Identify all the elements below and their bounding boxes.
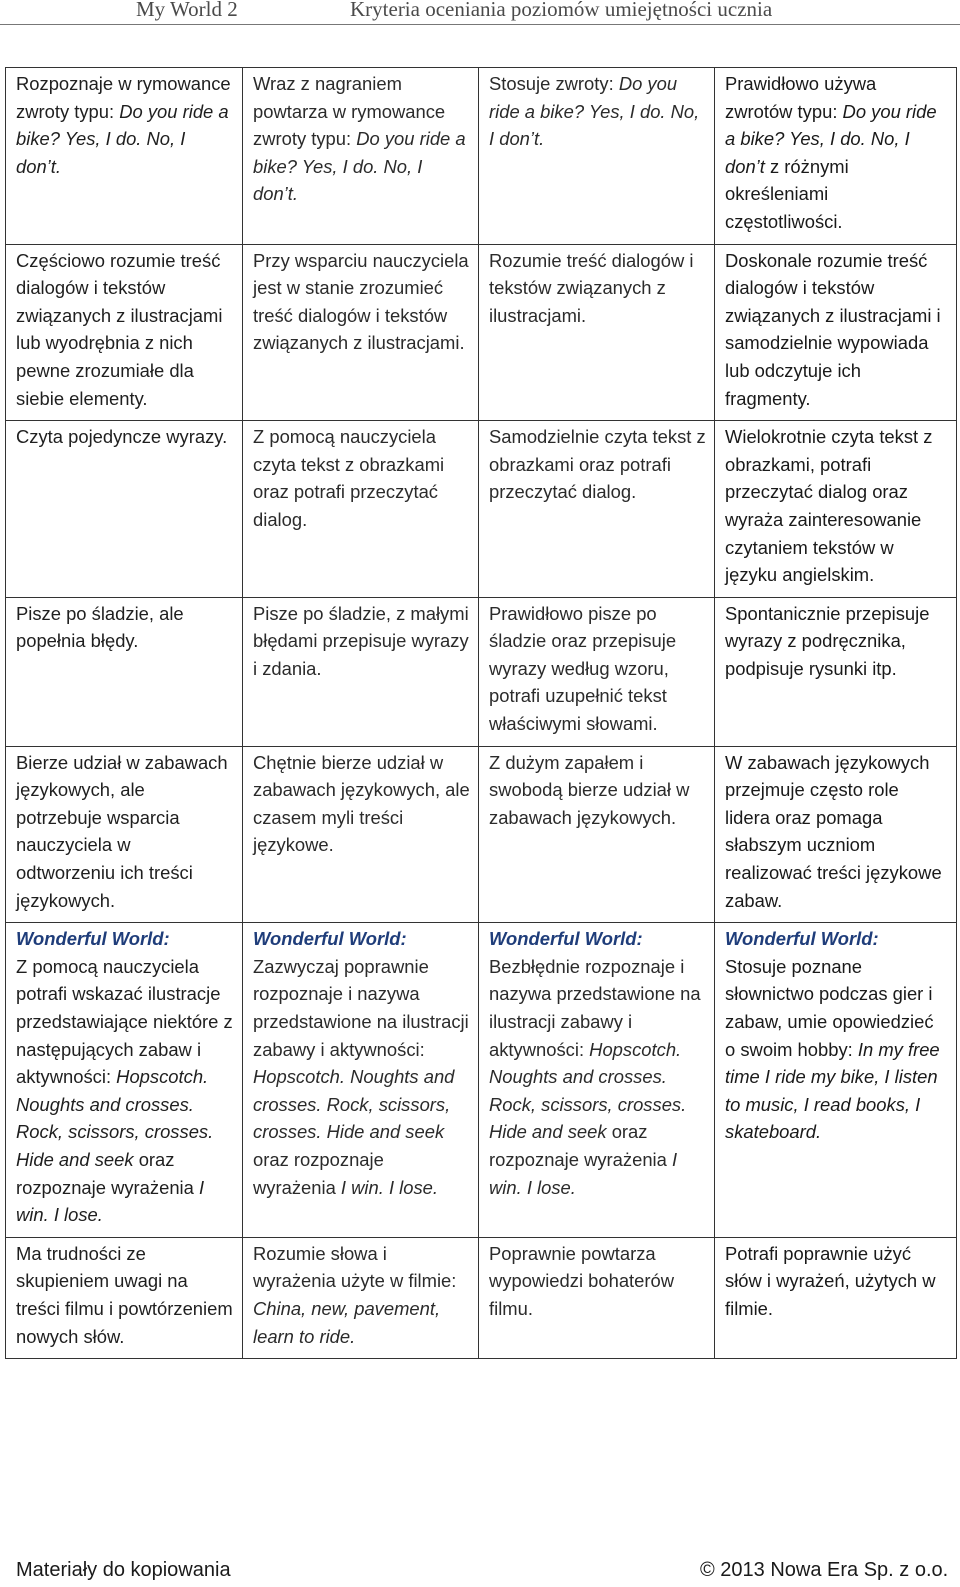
- criteria-cell: [6, 1237, 243, 1358]
- criteria-text-segment: Stosuje poznane słownictwo podczas gier i zabaw, umie opowiedzieć o swoim hobby:: [725, 955, 934, 1060]
- criteria-text: [253, 925, 470, 1201]
- criteria-text: [253, 1240, 470, 1350]
- criteria-text-segment: Prawidłowo używa zwrotów typu:: [725, 73, 877, 122]
- criteria-text-segment: Spontanicznie przepisuje wyrazy z podręcznika, podpisuje rysunki itp.: [725, 602, 930, 679]
- criteria-text: [253, 247, 470, 357]
- criteria-text-segment: Rozumie słowa i wyrażenia użyte w filmie:: [253, 1242, 457, 1292]
- criteria-cell: [243, 68, 479, 245]
- criteria-text-segment: Z pomocą nauczyciela czyta tekst z obrazkami oraz potrafi przeczytać dialog.: [253, 426, 445, 530]
- criteria-text-segment: Przy wsparciu nauczyciela jest w stanie zrozumieć treść dialogów i tekstów związanych z ilustracjami.: [253, 249, 469, 354]
- criteria-text: [16, 925, 234, 1229]
- header-divider: [0, 24, 960, 25]
- criteria-cell: [6, 923, 243, 1238]
- criteria-text-segment: Wraz z nagraniem powtarza w rymowance zwroty typu:: [253, 73, 446, 150]
- criteria-cell: [715, 746, 957, 923]
- criteria-cell: [479, 597, 715, 746]
- criteria-row-wonderful-world: [6, 923, 957, 1238]
- criteria-text-segment: Stosuje zwroty:: [489, 73, 619, 94]
- criteria-text-segment: Doskonale rozumie treść dialogów i tekstów związanych z ilustracjami i samodzielnie wypowiada lub odczytuje ich fragmenty.: [725, 249, 941, 409]
- criteria-text-segment: Rozumie treść dialogów i tekstów związanych z ilustracjami.: [489, 249, 694, 326]
- criteria-cell: [479, 746, 715, 923]
- criteria-cell: [715, 244, 957, 421]
- criteria-row-language-games: [6, 746, 957, 923]
- criteria-text-segment: Czyta pojedyncze wyrazy.: [16, 426, 228, 448]
- criteria-cell: [6, 68, 243, 245]
- criteria-cell: [6, 597, 243, 746]
- criteria-cell: [243, 421, 479, 598]
- page-header: [0, 0, 960, 26]
- criteria-cell: [715, 597, 957, 746]
- criteria-text: [16, 1240, 234, 1350]
- criteria-text: [253, 749, 470, 859]
- criteria-text: [725, 1240, 948, 1323]
- criteria-text-segment: Samodzielnie czyta tekst z obrazkami oraz potrafi przeczytać dialog.: [489, 426, 706, 503]
- criteria-text-segment: Pisze po śladzie, z małymi błędami przepisuje wyrazy i zdania.: [253, 602, 469, 679]
- criteria-cell: [715, 1237, 957, 1358]
- criteria-text: [489, 70, 706, 153]
- header-document-title: Kryteria oceniania poziomów umiejętności ucznia: [350, 0, 773, 21]
- criteria-text-segment: Poprawnie powtarza wypowiedzi bohaterów filmu.: [489, 1242, 675, 1319]
- criteria-text-segment: Rozpoznaje w rymowance zwroty typu:: [16, 73, 231, 122]
- criteria-text: [489, 600, 706, 738]
- criteria-cell: [6, 244, 243, 421]
- english-phrase: I win. I lose.: [489, 1148, 678, 1198]
- criteria-cell: [243, 923, 479, 1238]
- criteria-cell: [479, 244, 715, 421]
- criteria-text: [489, 1240, 706, 1323]
- criteria-text: [725, 600, 948, 683]
- english-phrase: Do you ride a bike? Yes, I do. No, I don’t.: [16, 100, 229, 177]
- criteria-text-segment: Bezbłędnie rozpoznaje i nazywa przedstawione na ilustracji zabawy i aktywności:: [489, 955, 701, 1060]
- criteria-text-segment: Z dużym zapałem i swobodą bierze udział w zabawach językowych.: [489, 751, 690, 828]
- criteria-text-segment: Zazwyczaj poprawnie rozpoznaje i nazywa przedstawione na ilustracji zabawy i aktywności:: [253, 955, 469, 1060]
- criteria-cell: [479, 68, 715, 245]
- criteria-cell: [715, 421, 957, 598]
- criteria-table: [5, 67, 957, 1359]
- criteria-text-segment: W zabawach językowych przejmuje często role lidera oraz pomaga słabszym uczniom realizować treści językowe zabaw.: [725, 751, 942, 911]
- criteria-cell: [6, 421, 243, 598]
- english-phrase: Hopscotch. Noughts and crosses. Rock, scissors, crosses. Hide and seek: [253, 1066, 455, 1143]
- section-label: Wonderful World:: [253, 928, 407, 950]
- criteria-text: [253, 423, 470, 533]
- criteria-row-rhyme-phrases: [6, 68, 957, 245]
- criteria-text: [725, 925, 948, 1146]
- criteria-text-segment: Potrafi poprawnie użyć słów i wyrażeń, użytych w filmie.: [725, 1242, 936, 1319]
- section-label: Wonderful World:: [16, 928, 170, 950]
- english-phrase: Do you ride a bike? Yes, I do. No, I don’t.: [489, 73, 700, 150]
- criteria-row-writing: [6, 597, 957, 746]
- criteria-text: [16, 247, 234, 413]
- criteria-cell: [243, 1237, 479, 1358]
- criteria-text-segment: Ma trudności ze skupieniem uwagi na treści filmu i powtórzeniem nowych słów.: [16, 1242, 233, 1347]
- criteria-text: [725, 70, 948, 236]
- criteria-text: [489, 423, 706, 506]
- criteria-cell: [243, 244, 479, 421]
- criteria-text-segment: z różnymi określeniami częstotliwości.: [725, 155, 849, 232]
- criteria-row-reading: [6, 421, 957, 598]
- criteria-text: [253, 70, 470, 208]
- english-phrase: Do you ride a bike? Yes, I do. No, I don’t.: [253, 128, 466, 205]
- section-label: Wonderful World:: [489, 928, 643, 950]
- criteria-text: [253, 600, 470, 683]
- criteria-row-understanding: [6, 244, 957, 421]
- criteria-text: [16, 70, 234, 180]
- english-phrase: Hopscotch. Noughts and crosses. Rock, scissors, crosses. Hide and seek: [489, 1038, 687, 1143]
- criteria-cell: [243, 597, 479, 746]
- criteria-text: [16, 423, 234, 451]
- header-series-title: My World 2: [136, 0, 238, 21]
- criteria-text: [489, 247, 706, 330]
- criteria-text-segment: oraz rozpoznaje wyrażenia: [16, 1148, 199, 1198]
- criteria-cell: [715, 68, 957, 245]
- criteria-text: [725, 423, 948, 589]
- criteria-text: [725, 247, 948, 413]
- criteria-text: [489, 749, 706, 832]
- criteria-text: [489, 925, 706, 1201]
- english-phrase: Do you ride a bike? Yes, I do. No, I don’t: [725, 100, 937, 177]
- english-phrase: China, new, pavement, learn to ride.: [253, 1297, 441, 1347]
- criteria-table-body: [6, 68, 957, 1359]
- criteria-text-segment: Wielokrotnie czyta tekst z obrazkami, potrafi przeczytać dialog oraz wyraża zainteresowanie czytaniem tekstów w języku angielskim.: [725, 426, 933, 586]
- criteria-text: [725, 749, 948, 915]
- criteria-cell: [6, 746, 243, 923]
- criteria-text-segment: Z pomocą nauczyciela potrafi wskazać ilustracje przedstawiające niektóre z następujących zabaw i aktywności:: [16, 955, 233, 1088]
- criteria-cell: [479, 1237, 715, 1358]
- criteria-text: [16, 600, 234, 655]
- english-phrase: Hopscotch. Noughts and crosses. Rock, scissors, crosses. Hide and seek: [16, 1066, 214, 1170]
- criteria-text-segment: Prawidłowo pisze po śladzie oraz przepisuje wyrazy według wzoru, potrafi uzupełnić tekst właściwymi słowami.: [489, 602, 677, 735]
- section-label: Wonderful World:: [725, 928, 879, 950]
- criteria-cell: [715, 923, 957, 1238]
- footer-copyright: © 2013 Nowa Era Sp. z o.o.: [700, 1559, 949, 1581]
- footer-copy-note: Materiały do kopiowania: [16, 1559, 231, 1581]
- criteria-cell: [479, 923, 715, 1238]
- criteria-cell: [479, 421, 715, 598]
- english-phrase: I win. I lose.: [16, 1176, 205, 1226]
- criteria-text-segment: Bierze udział w zabawach językowych, ale potrzebuje wsparcia nauczyciela w odtworzeniu ich treści językowych.: [16, 751, 228, 911]
- criteria-text-segment: oraz rozpoznaje wyrażenia: [489, 1121, 672, 1170]
- english-phrase: In my free time I ride my bike, I listen to music, I read books, I skateboard.: [725, 1038, 940, 1143]
- criteria-row-film: [6, 1237, 957, 1358]
- criteria-text-segment: Chętnie bierze udział w zabawach językowych, ale czasem myli treści językowe.: [253, 751, 470, 856]
- english-phrase: I win. I lose.: [340, 1176, 439, 1198]
- criteria-text-segment: oraz rozpoznaje wyrażenia: [253, 1148, 384, 1198]
- criteria-cell: [243, 746, 479, 923]
- criteria-text-segment: Częściowo rozumie treść dialogów i tekstów związanych z ilustracjami lub wyodrębnia z nich pewne zrozumiałe dla siebie elementy.: [16, 249, 223, 409]
- criteria-text-segment: Pisze po śladzie, ale popełnia błędy.: [16, 602, 184, 652]
- criteria-text: [16, 749, 234, 915]
